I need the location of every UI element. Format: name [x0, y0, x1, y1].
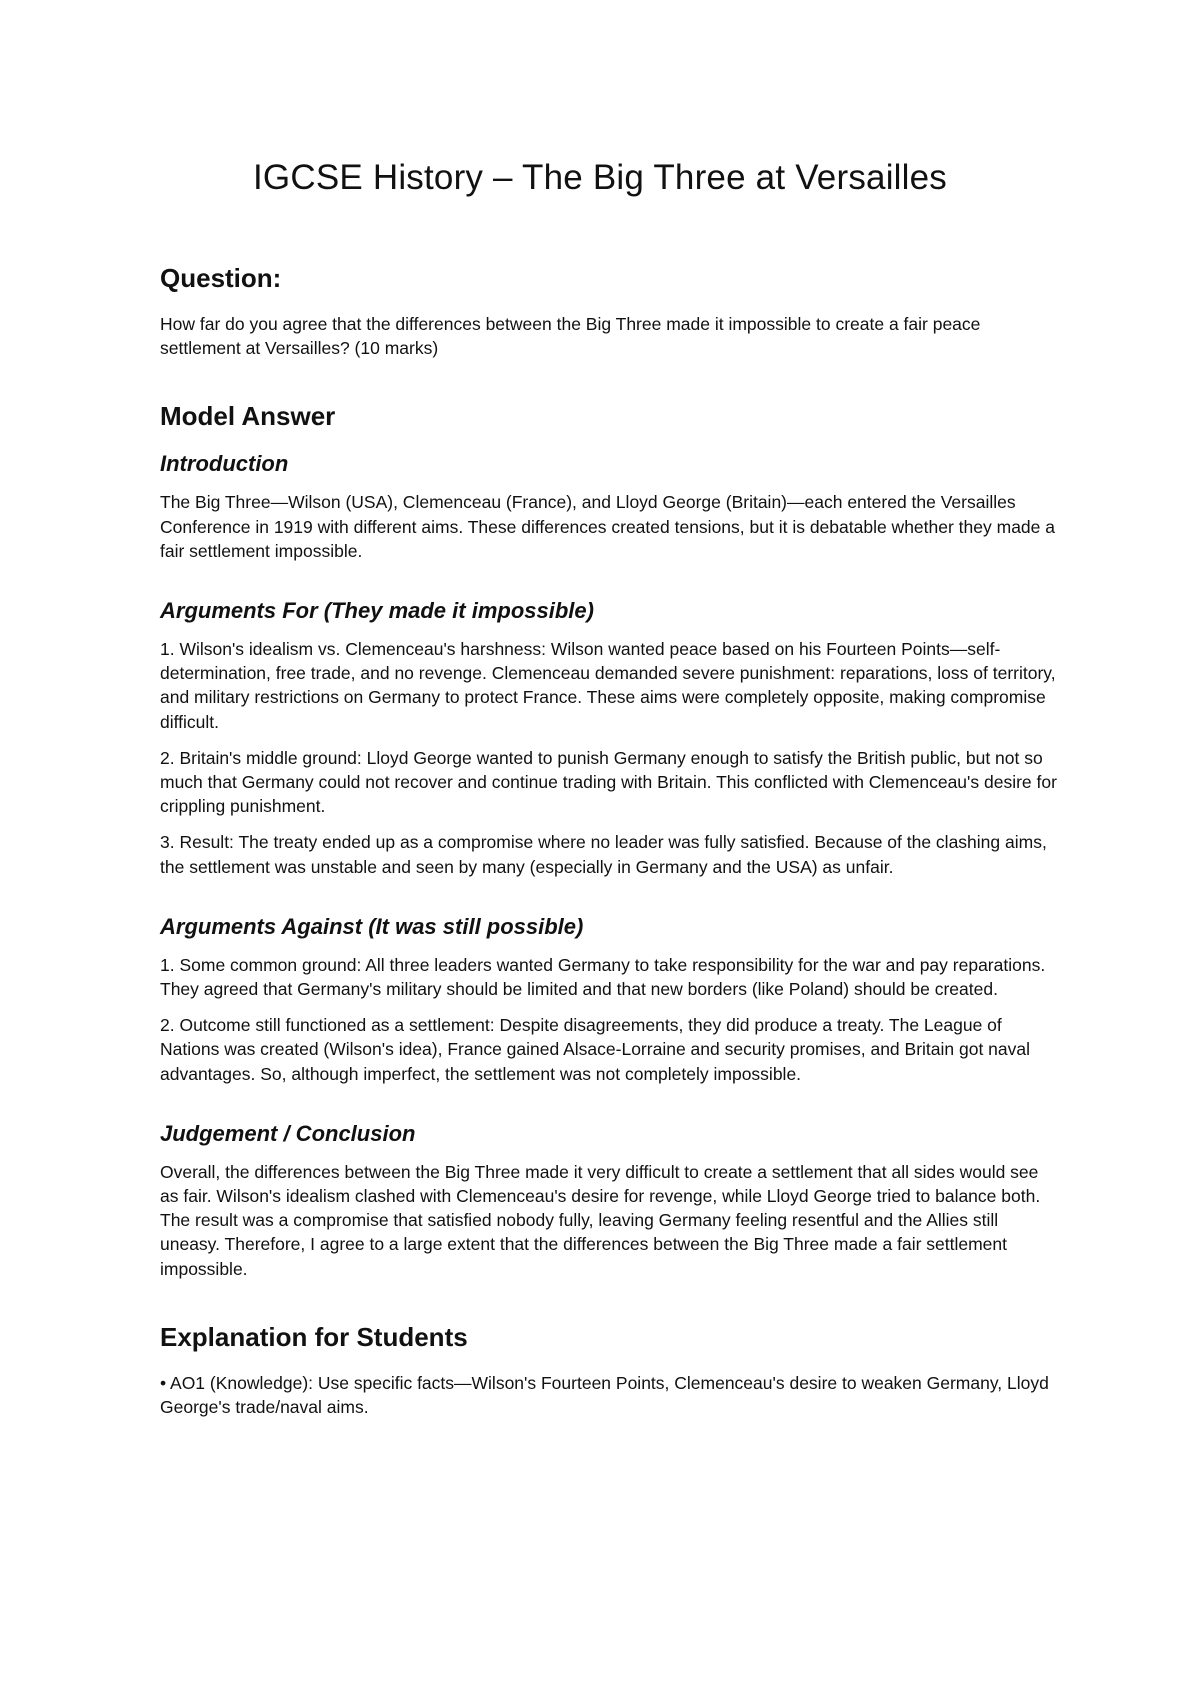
arguments-for-point-3: 3. Result: The treaty ended up as a compromise where no leader was fully satisfied. Because of the clashing aims, the settlement was unstable and seen by many (especially in Germany and the USA) as unfair. [160, 832, 1047, 877]
page-title: IGCSE History – The Big Three at Versailles [253, 158, 947, 197]
question-heading: Question: [160, 263, 282, 293]
introduction-text: The Big Three—Wilson (USA), Clemenceau (France), and Lloyd George (Britain)—each entered the Versailles Conference in 1919 with different aims. These differences created tensions, but it is debatable whether they made a fair settlement impossible. [160, 492, 1055, 561]
conclusion-text: Overall, the differences between the Big Three made it very difficult to create a settlement that all sides would see as fair. Wilson's idealism clashed with Clemenceau's desire for revenge, while Lloyd George tried to balance both. The result was a compromise that satisfied nobody fully, leaving Germany feeling resentful and the Allies still uneasy. Therefore, I agree to a large extent that the differences between the Big Three made a fair settlement impossible. [160, 1161, 1041, 1279]
arguments-against-heading: Arguments Against (It was still possible) [160, 913, 584, 939]
conclusion-heading: Judgement / Conclusion [160, 1120, 416, 1146]
arguments-for-heading: Arguments For (They made it impossible) [160, 598, 594, 624]
question-text: How far do you agree that the differences between the Big Three made it impossible to create a fair peace settlement at Versailles? (10 marks) [160, 314, 981, 359]
arguments-against-point-1: 1. Some common ground: All three leaders wanted Germany to take responsibility for the war and pay reparations. They agreed that Germany's military should be limited and that new borders (like Poland) should be created. [160, 954, 1046, 1000]
arguments-for-point-2: 2. Britain's middle ground: Lloyd George wanted to punish Germany enough to satisfy the British public, but not so much that Germany could not recover and continue trading with Britain. This conflicted with Clemenceau's desire for crippling punishment. [160, 747, 1057, 817]
model-answer-heading: Model Answer [160, 401, 336, 432]
arguments-against-point-2: 2. Outcome still functioned as a settlement: Despite disagreements, they did produce a treaty. The League of Nations was created (Wilson's idea), France gained Alsace-Lorraine and security promises, and Britain got naval advantages. So, although imperfect, the settlement was not completely impossible. [160, 1015, 1031, 1084]
arguments-for-point-1: 1. Wilson's idealism vs. Clemenceau's harshness: Wilson wanted peace based on his Fourteen Points—self-determination, free trade, and no revenge. Clemenceau demanded severe punishment: reparations, loss of territory, and military restrictions on Germany to protect France. These aims were completely opposite, making compromise difficult. [160, 639, 1056, 732]
explanation-heading: Explanation for Students [160, 1321, 468, 1352]
introduction-heading: Introduction [160, 451, 289, 477]
explanation-item-ao1: • AO1 (Knowledge): Use specific facts—Wilson's Fourteen Points, Clemenceau's desire to weaken Germany, Lloyd George's trade/naval aims. [160, 1372, 1049, 1418]
document-body [160, 262, 1060, 1419]
